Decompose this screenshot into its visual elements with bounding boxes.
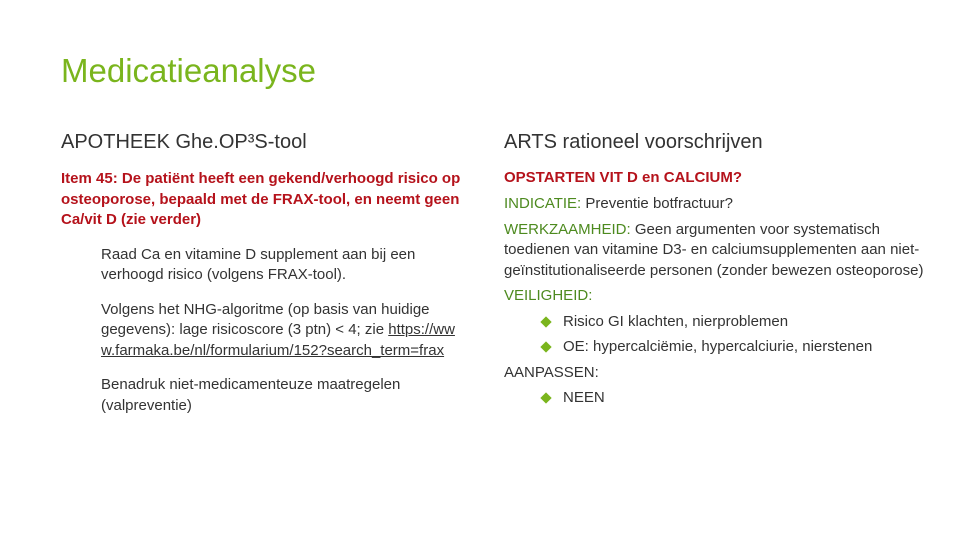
werkzaamheid-text: Geen argumenten voor systematisch toedienen van vitamine D3- en calciumsupplementen aan niet-geïnstitutionaliseerde personen (zonder bewezen osteoporose): [504, 220, 924, 279]
diamond-bullet-icon: [540, 341, 551, 352]
left-heading: APOTHEEK Ghe.OP³S-tool: [61, 131, 307, 153]
veiligheid-label: VEILIGHEID:: [504, 287, 593, 304]
indicatie-label: INDICATIE:: [504, 195, 582, 212]
veiligheid-bullet: [539, 337, 944, 358]
bullet-text: NEEN: [563, 389, 605, 406]
veiligheid-bullet: [539, 312, 944, 333]
slide-title: Medicatieanalyse: [61, 52, 316, 89]
right-heading: ARTS rationeel voorschrijven: [504, 131, 763, 153]
diamond-bullet-icon: [540, 392, 551, 403]
right-column: [504, 130, 944, 409]
nhg-algorithm-text: Volgens het NHG-algoritme (op basis van huidige gegevens): lage risicoscore (3 ptn) < 4; zie: [101, 300, 430, 338]
indicatie-line: [504, 194, 944, 215]
bullet-text: Risico GI klachten, nierproblemen: [563, 312, 789, 330]
bullet-text: OE: hypercalciëmie, hypercalciurie, nierstenen: [563, 338, 873, 355]
aanpassen-bullet: [539, 388, 944, 409]
non-drug-measures: Benadruk niet-medicamenteuze maatregelen (valpreventie): [101, 376, 401, 414]
nhg-algorithm-note: [101, 300, 461, 362]
left-column: [61, 130, 461, 416]
advice-supplement: Raad Ca en vitamine D supplement aan bij een verhoogd risico (volgens FRAX-tool).: [101, 245, 416, 283]
farmaka-link[interactable]: https://www.farmaka.be/nl/formularium/152?search_term=frax: [101, 321, 455, 359]
werkzaamheid-label: WERKZAAMHEID:: [504, 220, 631, 238]
item-45-text: Item 45: De patiënt heeft een gekend/verhoogd risico op osteoporose, bepaald met de FRAX-tool, en neemt geen Ca/vit D (zie verder): [61, 170, 461, 228]
werkzaamheid-block: [504, 220, 944, 282]
indicatie-text: Preventie botfractuur?: [581, 195, 733, 212]
start-heading: OPSTARTEN VIT D en CALCIUM?: [504, 169, 743, 186]
aanpassen-label: AANPASSEN:: [504, 363, 599, 381]
diamond-bullet-icon: [540, 316, 551, 327]
